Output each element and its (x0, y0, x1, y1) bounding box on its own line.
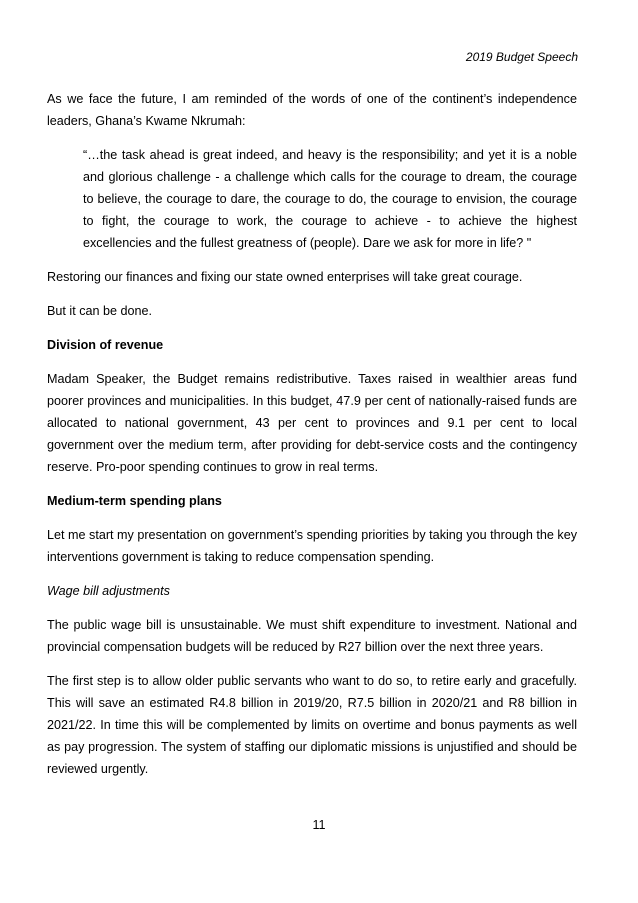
paragraph: Restoring our finances and fixing our state owned enterprises will take great courage. (47, 270, 523, 284)
page-number: 11 (312, 818, 326, 832)
intro-paragraph: As we face the future, I am reminded of the words of one of the continent’s independence leaders, Ghana’s Kwame Nkrumah: (47, 92, 577, 128)
subsection-heading: Wage bill adjustments (47, 584, 170, 598)
nkrumah-quote: “…the task ahead is great indeed, and heavy is the responsibility; and yet it is a noble and glorious challenge - a challenge which calls for the courage to dream, the courage to believe, the courage to dare, the courage to do, the courage to envision, the courage to fight, the courage to work, the courage to achieve - to achieve the highest excellencies and the fullest greatness of (people). Dare we ask for more in life? " (83, 148, 577, 250)
section-heading: Division of revenue (47, 338, 164, 352)
paragraph: But it can be done. (47, 304, 153, 318)
section-heading: Medium-term spending plans (47, 494, 222, 508)
body-text (47, 88, 577, 792)
paragraph: The first step is to allow older public servants who want to do so, to retire early and gracefully. This will save an estimated R4.8 billion in 2019/20, R7.5 billion in 2020/21 and R8 billion in 2021/22. In time this will be complemented by limits on overtime and bonus payments as well as pay progression. The system of staffing our diplomatic missions is unjustified and should be reviewed urgently. (47, 674, 577, 776)
paragraph: The public wage bill is unsustainable. We must shift expenditure to investment. National and provincial compensation budgets will be reduced by R27 billion over the next three years. (47, 618, 577, 654)
running-header: 2019 Budget Speech (465, 50, 578, 64)
paragraph: Let me start my presentation on government’s spending priorities by taking you through the key interventions government is taking to reduce compensation spending. (47, 528, 577, 564)
paragraph: Madam Speaker, the Budget remains redistributive. Taxes raised in wealthier areas fund poorer provinces and municipalities. In this budget, 47.9 per cent of nationally-raised funds are allocated to national government, 43 per cent to provinces and 9.1 per cent to local government over the medium term, after providing for debt-service costs and the contingency reserve. Pro-poor spending continues to grow in real terms. (47, 372, 577, 474)
